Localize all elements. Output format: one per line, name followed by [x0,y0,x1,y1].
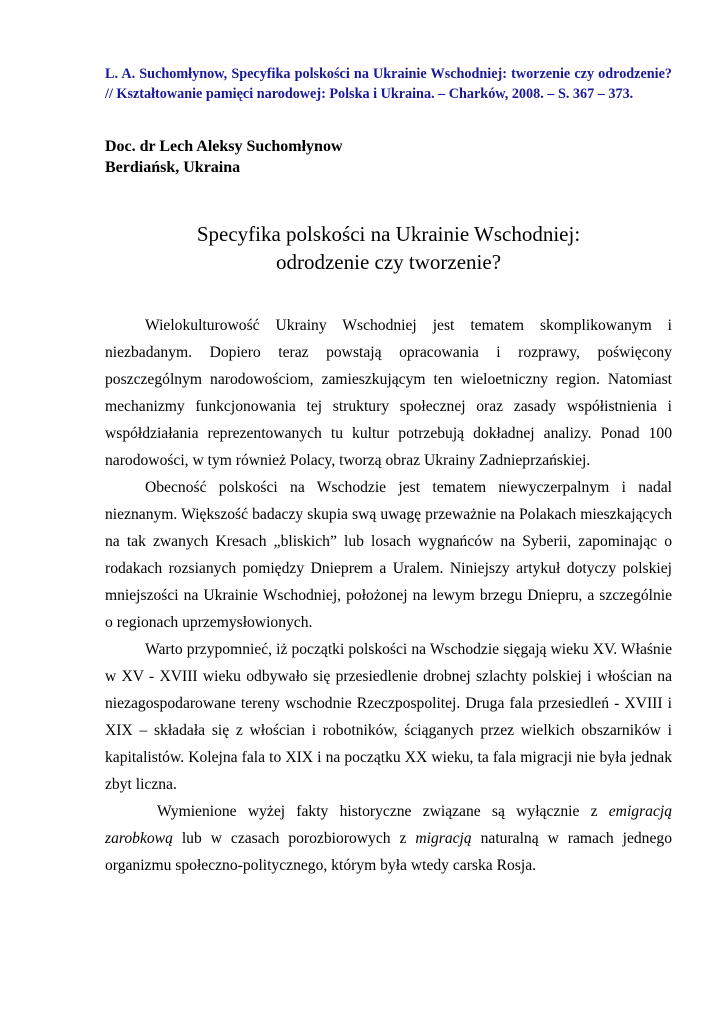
title-line-1: Specyfika polskości na Ukrainie Wschodniej: [196,222,581,246]
article-title [105,220,672,276]
paragraph-3: Warto przypomnieć, iż początki polskości na Wschodzie sięgają wieku XV. Właśnie w XV - XVIII wieku odbywało się przesiedlenie drobnej szlachty polskiej i włościan na niezagospodarowane tereny wschodnie Rzeczpospolitej. Druga fala przesiedleń - XVIII i XIX – składała się z włościan i robotników, ściąganych przez wielkich obszarników i kapitalistów. Kolejna fala to XIX i na początku XX wieku, ta fala migracji nie była jednak zbyt liczna. [105,641,672,793]
paragraph-4-text-b: lub w czasach porozbiorowych z [172,830,416,847]
paragraph-4-text-c: naturalną w ramach jednego organizmu społeczno-politycznego, którym była wtedy carska Rosja. [105,830,672,874]
document-page [105,64,672,879]
author-location: Berdiańsk, Ukraina [105,159,241,176]
emphasis-emigracja: emigracją zarobkową [105,803,672,847]
emphasis-migracja: migracją [415,830,472,847]
paragraph-2: Obecność polskości na Wschodzie jest tematem niewyczerpalnym i nadal nieznanym. Większość badaczy skupia swą uwagę przeważnie na Polakach mieszkających na tak zwanych Kresach „bliskich” lub losach wygnańców na Syberii, zapominając o rodakach rozsianych pomiędzy Dnieprem a Uralem. Niniejszy artykuł dotyczy polskiej mniejszości na Ukrainie Wschodniej, położonej na lewym brzegu Dniepru, a szczególnie o regionach uprzemysłowionych. [105,479,672,631]
paragraph-1: Wielokulturowość Ukrainy Wschodniej jest tematem skomplikowanym i niezbadanym. Dopiero teraz powstają opracowania i rozprawy, poświęcony poszczególnym narodowościom, zamieszkującym ten wieloetniczny region. Natomiast mechanizmy funkcjonowania tej struktury społecznej oraz zasady współistnienia i współdziałania reprezentowanych tu kultur potrzebują dokładnej analizy. Ponad 100 narodowości, w tym również Polacy, tworzą obraz Ukrainy Zadnieprzańskiej. [105,317,672,469]
paragraph-4-text-a: Wymienione wyżej fakty historyczne związane są wyłącznie z [157,803,609,820]
citation: L. A. Suchomłynow, Specyfika polskości na Ukrainie Wschodniej: tworzenie czy odrodzenie? // Kształtowanie pamięci narodowej: Polska i Ukraina. – Charków, 2008. – S. 367 – 373. [105,66,672,102]
author-block [105,136,672,178]
author-name: Doc. dr Lech Aleksy Suchomłynow [105,138,343,155]
paragraph-4 [105,798,672,879]
article-body [105,312,672,879]
title-line-2: odrodzenie czy tworzenie? [275,250,502,274]
